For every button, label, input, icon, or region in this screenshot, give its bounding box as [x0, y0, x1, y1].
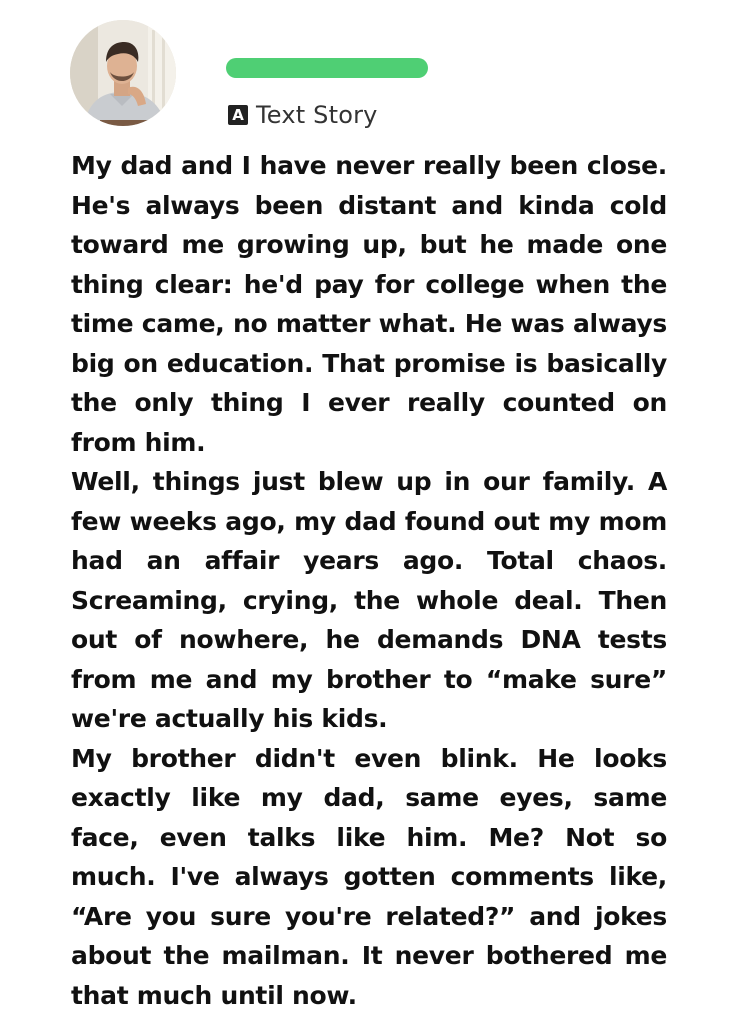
avatar[interactable] — [70, 20, 176, 126]
post-header — [0, 0, 736, 140]
text-story-icon: A — [228, 105, 248, 125]
story-type-tag — [228, 100, 378, 130]
story-type-label: Text Story — [256, 101, 378, 129]
story-paragraph: Well, things just blew up in our family. A few weeks ago, my dad found out my mom had an affair years ago. Total chaos. Screaming, crying, the whole deal. Then out of nowhere, he demands DNA tests from me and my brother to “make sure” we're actually his kids. — [71, 467, 667, 733]
avatar-photo — [70, 20, 176, 126]
story-paragraph: My dad and I have never really been close. He's always been distant and kinda cold toward me growing up, but he made one thing clear: he'd pay for college when the time came, no matter what. He was always big on education. That promise is basically the only thing I ever really counted on from him. — [71, 151, 667, 457]
story-paragraph: My brother didn't even blink. He looks exactly like my dad, same eyes, same face, even talks like him. Me? Not so much. I've always gotten comments like, “Are you sure you're related?” and jokes about the mailman. It never bothered me that much until now. — [71, 743, 667, 1010]
username-redaction — [226, 58, 428, 78]
story-body — [71, 146, 667, 1015]
